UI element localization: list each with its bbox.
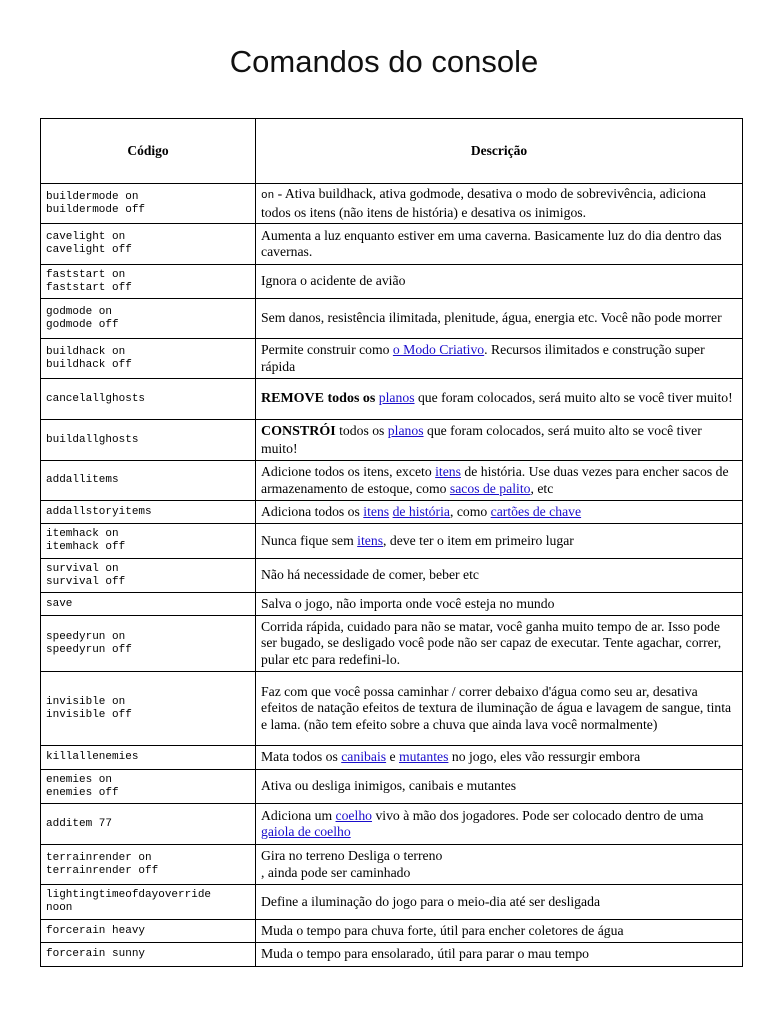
command-code: addallstoryitems [41, 501, 256, 524]
command-code: save [41, 593, 256, 616]
command-code: cancelallghosts [41, 379, 256, 420]
description-text: Define a iluminação do jogo para o meio-dia até ser desligada [261, 893, 601, 909]
command-description [256, 339, 743, 379]
command-description [256, 885, 743, 920]
table-row [41, 616, 743, 672]
table-row [41, 224, 743, 265]
description-text: Corrida rápida, cuidado para não se matar, você ganha muito tempo de ar. Isso pode ser bugado, se desligado você pode não ser capaz de executar. Tente agachar, correr, pular etc para redefini-lo. [261, 618, 722, 667]
command-description [256, 420, 743, 461]
table-row [41, 265, 743, 299]
table-row [41, 746, 743, 770]
description-text: Ativa ou desliga inimigos, canibais e mutantes [261, 778, 517, 794]
table-row [41, 339, 743, 379]
table-row [41, 943, 743, 967]
command-description [256, 461, 743, 501]
command-description [256, 265, 743, 299]
command-code: itemhack on itemhack off [41, 524, 256, 559]
table-header-row [41, 119, 743, 184]
wiki-link[interactable]: itens [363, 503, 390, 519]
table-row [41, 461, 743, 501]
wiki-link[interactable]: cartões de chave [490, 503, 582, 519]
bold-text: CONSTRÓI [261, 424, 336, 439]
command-description [256, 920, 743, 943]
table-row [41, 885, 743, 920]
description-text: Muda o tempo para ensolarado, útil para parar o mau tempo [261, 946, 590, 962]
wiki-link[interactable]: coelho [335, 807, 373, 823]
command-description [256, 593, 743, 616]
command-code: buildhack on buildhack off [41, 339, 256, 379]
description-text: Mata todos os [261, 749, 342, 765]
wiki-link[interactable]: itens [435, 464, 461, 479]
command-description [256, 299, 743, 339]
table-row [41, 593, 743, 616]
command-description [256, 845, 743, 885]
table-row [41, 184, 743, 224]
table-row [41, 524, 743, 559]
command-code: speedyrun on speedyrun off [41, 616, 256, 672]
description-text: Aumenta a luz enquanto estiver em uma caverna. Basicamente luz do dia dentro das cavernas. [261, 227, 722, 259]
command-description [256, 770, 743, 804]
description-text: Permite construir como [261, 342, 393, 357]
description-text: que foram colocados, será muito alto se você tiver muito! [261, 423, 702, 456]
command-description [256, 559, 743, 593]
description-text: Muda o tempo para chuva forte, útil para encher coletores de água [261, 922, 624, 938]
table-row [41, 501, 743, 524]
command-description [256, 616, 743, 672]
table-row [41, 672, 743, 746]
bold-text: REMOVE todos os [261, 391, 376, 407]
command-code: additem 77 [41, 804, 256, 845]
command-code: lightingtimeofdayoverride noon [41, 885, 256, 920]
wiki-link[interactable]: de história [392, 503, 450, 519]
command-code: forcerain heavy [41, 920, 256, 943]
description-text: , etc [530, 480, 554, 496]
description-text: - Ativa buildhack, ativa godmode, desativa o modo de sobrevivência, adiciona todos os itens (não itens de história) e desativa os inimigos. [261, 186, 706, 220]
command-code: cavelight on cavelight off [41, 224, 256, 265]
description-text: Adiciona todos os [261, 503, 364, 519]
column-header-code: Código [41, 119, 256, 184]
command-description [256, 672, 743, 746]
description-text: , como [449, 503, 491, 519]
command-code: forcerain sunny [41, 943, 256, 967]
description-text: Ignora o acidente de avião [261, 273, 406, 289]
command-description [256, 501, 743, 524]
description-text: Adicione todos os itens, exceto [261, 464, 436, 479]
command-code: terrainrender on terrainrender off [41, 845, 256, 885]
wiki-link[interactable]: canibais [341, 749, 387, 765]
description-text: Faz com que você possa caminhar / correr debaixo d'água como seu ar, desativa efeitos de natação efeitos de textura de iluminação de água e lavagem de sangue, tinta e lama. (não tem efeito sobre a chuva que ainda lava você normalmente) [261, 683, 732, 732]
command-code: killallenemies [41, 746, 256, 770]
wiki-link[interactable]: itens [357, 532, 384, 548]
description-text: Gira no terreno Desliga o terreno , ainda pode ser caminhado [261, 848, 443, 880]
table-row [41, 299, 743, 339]
description-text: Não há necessidade de comer, beber etc [261, 567, 479, 583]
commands-table [40, 118, 743, 967]
description-text: todos os [335, 423, 388, 438]
command-description [256, 746, 743, 770]
wiki-link[interactable]: gaiola de coelho [261, 824, 351, 839]
description-text: Sem danos, resistência ilimitada, plenitude, água, energia etc. Você não pode morrer [261, 310, 722, 326]
command-code: survival on survival off [41, 559, 256, 593]
description-text: Nunca fique sem [261, 532, 358, 548]
command-code: buildermode on buildermode off [41, 184, 256, 224]
description-text: . Recursos ilimitados e construção super rápida [261, 342, 705, 374]
column-header-description: Descrição [256, 119, 743, 184]
command-code: godmode on godmode off [41, 299, 256, 339]
table-row [41, 559, 743, 593]
command-code: invisible on invisible off [41, 672, 256, 746]
wiki-link[interactable]: mutantes [399, 749, 449, 765]
table-row [41, 379, 743, 420]
description-text: , deve ter o item em primeiro lugar [383, 532, 574, 548]
page-title: Comandos do console [229, 44, 539, 79]
table-row [41, 770, 743, 804]
command-description [256, 524, 743, 559]
command-code: addallitems [41, 461, 256, 501]
command-description [256, 184, 743, 224]
table-row [41, 920, 743, 943]
command-code: buildallghosts [41, 420, 256, 461]
wiki-link[interactable]: o Modo Criativo [392, 342, 485, 357]
wiki-link[interactable]: planos [378, 390, 415, 406]
wiki-link[interactable]: sacos de palito [449, 480, 531, 496]
table-row [41, 845, 743, 885]
command-description [256, 224, 743, 265]
wiki-link[interactable]: planos [387, 423, 424, 438]
command-description [256, 943, 743, 967]
description-text: e [386, 749, 400, 765]
command-code: enemies on enemies off [41, 770, 256, 804]
table-body [41, 184, 743, 967]
table-row [41, 420, 743, 461]
inline-code: on [261, 190, 275, 202]
command-description [256, 379, 743, 420]
description-text: Salva o jogo, não importa onde você esteja no mundo [261, 595, 555, 611]
command-code: faststart on faststart off [41, 265, 256, 299]
description-text: Adiciona um [261, 807, 336, 823]
description-text: de história. Use duas vezes para encher sacos de armazenamento de estoque, como [261, 464, 729, 496]
description-text: vivo à mão dos jogadores. Pode ser colocado dentro de uma [372, 807, 704, 823]
command-description [256, 804, 743, 845]
description-text: no jogo, eles vão ressurgir embora [448, 749, 641, 765]
description-text: que foram colocados, será muito alto se você tiver muito! [414, 390, 733, 406]
table-row [41, 804, 743, 845]
